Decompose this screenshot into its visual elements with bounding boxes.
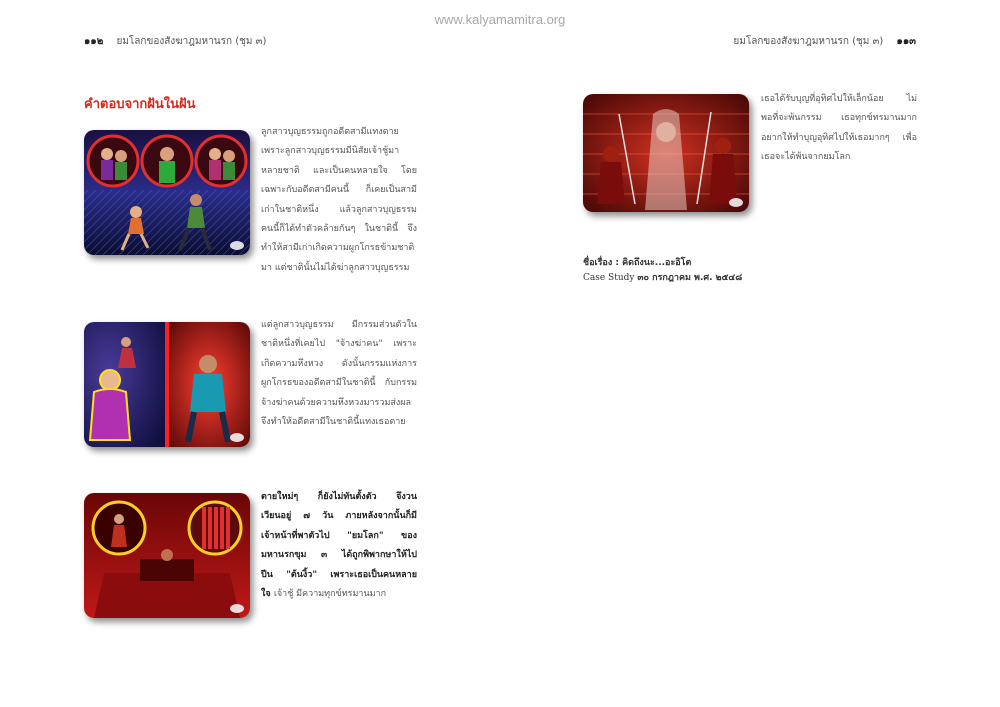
- paragraph-line: อยากให้ทำบุญอุทิศไปให้เธอมากๆ เพื่อ: [761, 132, 917, 143]
- paragraph-plain-fragment: เจ้าชู้ มีความทุกข์ทรมานมาก: [273, 589, 387, 600]
- watermark-icon: [230, 241, 244, 250]
- section-title: คำตอบจากฝันในฝัน: [84, 97, 196, 112]
- paragraph-line: ตายใหม่ๆ ก็ยังไม่ทันตั้งตัว จึงวน: [261, 492, 417, 502]
- right-running-title: ยมโลกของสังฆาฎมหานรก (ชุม ๓): [733, 36, 884, 47]
- paragraph-line: ผูกโกรธของอดีตสามีในชาตินี้ กับกรรม: [261, 378, 417, 389]
- paragraph-line: เวียนอยู่ ๗ วัน ภายหลังจากนั้นก็มี: [261, 511, 417, 522]
- story-title: ชื่อเรื่อง : คิดถึงนะ...อะอิโต: [583, 258, 692, 268]
- watermark-icon: [230, 604, 244, 613]
- case-study-line: [583, 271, 742, 286]
- left-running-head: [84, 34, 266, 49]
- paragraph-line: ลูกสาวบุญธรรมถูกอดีตสามีแทงตาย: [261, 127, 399, 137]
- paragraph-line: แต่ลูกสาวบุญธรรม มีกรรมส่วนตัวใน: [261, 320, 417, 330]
- paragraph-4: [761, 90, 917, 168]
- paragraph-line: [261, 585, 417, 604]
- paragraph-line: มหานรกขุม ๓ ได้ถูกพิพากษาให้ไป: [261, 550, 417, 561]
- paragraph-line: จ้างฆ่าคนด้วยความหึงหวงมารวมส่งผล: [261, 397, 412, 408]
- right-page-number: ๑๑๓: [896, 36, 916, 47]
- illustration-judgment-hall: [84, 493, 250, 618]
- site-url[interactable]: www.kalyamamitra.org: [434, 12, 566, 27]
- left-page-number: ๑๑๒: [84, 36, 104, 47]
- illustration-couple-conflict: [84, 130, 250, 255]
- paragraph-3: [261, 488, 417, 604]
- left-running-title: ยมโลกของสังฆาฎมหานรก (ชุม ๓): [116, 36, 267, 47]
- paragraph-line: ชาติหนึ่งที่เคยไป "จ้างฆ่าคน" เพราะ: [261, 339, 417, 350]
- paragraph-line: เกิดความหึงหวง ดังนั้นกรรมแห่งการ: [261, 358, 417, 369]
- paragraph-line: มา แต่ชาตินั้นไม่ได้ฆ่าลูกสาวบุญธรรม: [261, 262, 410, 273]
- paragraph-line: เธอได้รับบุญที่อุทิศไปให้เล็กน้อย ไม่: [761, 94, 917, 104]
- paragraph-2: [261, 316, 417, 432]
- paragraph-line: จึงทำให้อดีตสามีในชาตินี้แทงเธอตาย: [261, 417, 406, 428]
- paragraph-line: คนนี้ก็ได้ทำตัวคล้ายกันๆ ในชาตินี้ จึง: [261, 224, 417, 235]
- right-running-head: [733, 34, 916, 49]
- illustration-hell-thorn-tree: [583, 94, 749, 212]
- paragraph-line: พอที่จะพ้นกรรม เธอทุกข์ทรมานมาก: [761, 113, 917, 124]
- watermark-icon: [230, 433, 244, 442]
- paragraph-line: ทำให้สามีเก่าเกิดความผูกโกรธข้ามชาติ: [261, 243, 415, 254]
- case-study-block: [583, 256, 742, 286]
- paragraph-line: หลายชาติ และเป็นคนหลายใจ โดย: [261, 165, 417, 176]
- paragraph-line: เพราะลูกสาวบุญธรรมมีนิสัยเจ้าชู้มา: [261, 146, 400, 157]
- paragraph-line: ปีน "ต้นงิ้ว" เพราะเธอเป็นคนหลาย: [261, 569, 417, 580]
- paragraph-line: เจ้าหน้าที่พาตัวไป "ยมโลก" ของ: [261, 530, 417, 541]
- paragraph-line: เธอจะได้พ้นจากยมโลก: [761, 152, 851, 163]
- case-study-date: ๓๐ กรกฎาคม พ.ศ. ๒๕๔๘: [637, 273, 743, 283]
- paragraph-line: เก่าในชาติหนึ่ง แล้วลูกสาวบุญธรรม: [261, 204, 417, 215]
- illustration-woman-hired-killer: [84, 322, 250, 447]
- paragraph-1: [261, 123, 417, 278]
- watermark-icon: [729, 198, 743, 207]
- case-study-prefix: Case Study: [583, 273, 635, 283]
- paragraph-bold-fragment: ใจ: [261, 589, 271, 600]
- paragraph-line: เฉพาะกับอดีตสามีคนนี้ ก็เคยเป็นสามี: [261, 185, 417, 196]
